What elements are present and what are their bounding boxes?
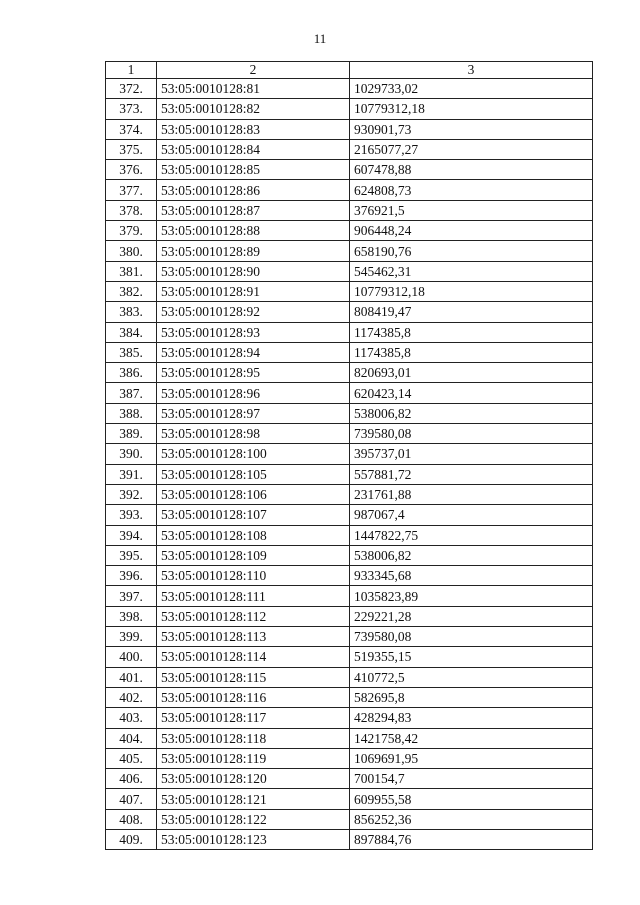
table-row: [106, 586, 593, 606]
row-number: 380.: [106, 241, 157, 261]
row-number: 394.: [106, 525, 157, 545]
table-row: [106, 708, 593, 728]
cadastral-number: 53:05:0010128:106: [157, 484, 350, 504]
cadastral-number: 53:05:0010128:98: [157, 424, 350, 444]
cadastral-number: 53:05:0010128:123: [157, 829, 350, 849]
row-number: 379.: [106, 221, 157, 241]
table-row: [106, 180, 593, 200]
row-number: 381.: [106, 261, 157, 281]
cadastral-number: 53:05:0010128:83: [157, 119, 350, 139]
cadastral-number: 53:05:0010128:95: [157, 363, 350, 383]
table-row: [106, 728, 593, 748]
table-row: [106, 363, 593, 383]
cadastral-number: 53:05:0010128:89: [157, 241, 350, 261]
table-row: [106, 627, 593, 647]
cadastral-value: 428294,83: [350, 708, 593, 728]
table-row: [106, 221, 593, 241]
cadastral-value: 2165077,27: [350, 139, 593, 159]
row-number: 399.: [106, 627, 157, 647]
table-row: [106, 79, 593, 99]
cadastral-number: 53:05:0010128:116: [157, 687, 350, 707]
cadastral-number: 53:05:0010128:114: [157, 647, 350, 667]
table-row: [106, 809, 593, 829]
row-number: 401.: [106, 667, 157, 687]
cadastral-number: 53:05:0010128:122: [157, 809, 350, 829]
cadastral-value: 700154,7: [350, 769, 593, 789]
row-number: 406.: [106, 769, 157, 789]
table-row: [106, 505, 593, 525]
cadastral-value: 897884,76: [350, 829, 593, 849]
cadastral-value: 856252,36: [350, 809, 593, 829]
cadastral-number: 53:05:0010128:82: [157, 99, 350, 119]
cadastral-number: 53:05:0010128:92: [157, 302, 350, 322]
cadastral-number: 53:05:0010128:97: [157, 403, 350, 423]
row-number: 408.: [106, 809, 157, 829]
cadastral-value: 582695,8: [350, 687, 593, 707]
column-header-3: 3: [350, 62, 593, 79]
cadastral-number: 53:05:0010128:119: [157, 748, 350, 768]
cadastral-number: 53:05:0010128:113: [157, 627, 350, 647]
row-number: 373.: [106, 99, 157, 119]
row-number: 398.: [106, 606, 157, 626]
cadastral-value: 609955,58: [350, 789, 593, 809]
cadastral-number: 53:05:0010128:88: [157, 221, 350, 241]
cadastral-number: 53:05:0010128:87: [157, 200, 350, 220]
row-number: 382.: [106, 281, 157, 301]
table-row: [106, 281, 593, 301]
row-number: 385.: [106, 342, 157, 362]
table-header: [106, 62, 593, 79]
cadastral-value: 1174385,8: [350, 342, 593, 362]
table-row: [106, 139, 593, 159]
cadastral-number: 53:05:0010128:94: [157, 342, 350, 362]
table-row: [106, 322, 593, 342]
cadastral-value: 519355,15: [350, 647, 593, 667]
table-row: [106, 160, 593, 180]
cadastral-number: 53:05:0010128:117: [157, 708, 350, 728]
row-number: 375.: [106, 139, 157, 159]
table-row: [106, 525, 593, 545]
cadastral-value: 930901,73: [350, 119, 593, 139]
cadastral-number: 53:05:0010128:120: [157, 769, 350, 789]
row-number: 390.: [106, 444, 157, 464]
row-number: 396.: [106, 566, 157, 586]
row-number: 374.: [106, 119, 157, 139]
cadastral-value: 1447822,75: [350, 525, 593, 545]
table-row: [106, 829, 593, 849]
table-body: [106, 79, 593, 850]
cadastral-value: 624808,73: [350, 180, 593, 200]
row-number: 378.: [106, 200, 157, 220]
table-row: [106, 606, 593, 626]
table-row: [106, 200, 593, 220]
column-header-2: 2: [157, 62, 350, 79]
cadastral-number: 53:05:0010128:107: [157, 505, 350, 525]
cadastral-number: 53:05:0010128:115: [157, 667, 350, 687]
row-number: 404.: [106, 728, 157, 748]
cadastral-number: 53:05:0010128:105: [157, 464, 350, 484]
cadastral-value: 395737,01: [350, 444, 593, 464]
table-row: [106, 566, 593, 586]
cadastral-value: 538006,82: [350, 403, 593, 423]
table-row: [106, 302, 593, 322]
row-number: 386.: [106, 363, 157, 383]
table-row: [106, 261, 593, 281]
row-number: 389.: [106, 424, 157, 444]
cadastral-value: 376921,5: [350, 200, 593, 220]
page-number: 11: [313, 31, 327, 46]
row-number: 388.: [106, 403, 157, 423]
row-number: 409.: [106, 829, 157, 849]
cadastral-number: 53:05:0010128:91: [157, 281, 350, 301]
table-row: [106, 748, 593, 768]
row-number: 397.: [106, 586, 157, 606]
cadastral-value: 10779312,18: [350, 99, 593, 119]
cadastral-value: 739580,08: [350, 424, 593, 444]
table-row: [106, 99, 593, 119]
cadastral-value: 658190,76: [350, 241, 593, 261]
table-row: [106, 687, 593, 707]
cadastral-table: [105, 61, 593, 850]
row-number: 387.: [106, 383, 157, 403]
cadastral-number: 53:05:0010128:111: [157, 586, 350, 606]
cadastral-value: 607478,88: [350, 160, 593, 180]
table-row: [106, 424, 593, 444]
row-number: 383.: [106, 302, 157, 322]
cadastral-value: 557881,72: [350, 464, 593, 484]
cadastral-value: 410772,5: [350, 667, 593, 687]
cadastral-value: 545462,31: [350, 261, 593, 281]
table-row: [106, 789, 593, 809]
cadastral-value: 1421758,42: [350, 728, 593, 748]
table-row: [106, 444, 593, 464]
header-row: [106, 62, 593, 79]
cadastral-value: 620423,14: [350, 383, 593, 403]
cadastral-value: 1029733,02: [350, 79, 593, 99]
cadastral-number: 53:05:0010128:112: [157, 606, 350, 626]
row-number: 376.: [106, 160, 157, 180]
cadastral-value: 1174385,8: [350, 322, 593, 342]
cadastral-value: 538006,82: [350, 545, 593, 565]
row-number: 377.: [106, 180, 157, 200]
cadastral-number: 53:05:0010128:100: [157, 444, 350, 464]
cadastral-number: 53:05:0010128:108: [157, 525, 350, 545]
cadastral-value: 10779312,18: [350, 281, 593, 301]
row-number: 372.: [106, 79, 157, 99]
cadastral-value: 1069691,95: [350, 748, 593, 768]
cadastral-number: 53:05:0010128:110: [157, 566, 350, 586]
cadastral-number: 53:05:0010128:109: [157, 545, 350, 565]
table-row: [106, 667, 593, 687]
row-number: 392.: [106, 484, 157, 504]
table-row: [106, 119, 593, 139]
cadastral-number: 53:05:0010128:86: [157, 180, 350, 200]
cadastral-number: 53:05:0010128:121: [157, 789, 350, 809]
cadastral-number: 53:05:0010128:85: [157, 160, 350, 180]
table-row: [106, 484, 593, 504]
row-number: 405.: [106, 748, 157, 768]
cadastral-number: 53:05:0010128:118: [157, 728, 350, 748]
column-header-1: 1: [106, 62, 157, 79]
row-number: 393.: [106, 505, 157, 525]
row-number: 402.: [106, 687, 157, 707]
row-number: 395.: [106, 545, 157, 565]
row-number: 384.: [106, 322, 157, 342]
table-row: [106, 545, 593, 565]
cadastral-value: 987067,4: [350, 505, 593, 525]
cadastral-number: 53:05:0010128:90: [157, 261, 350, 281]
cadastral-value: 933345,68: [350, 566, 593, 586]
row-number: 403.: [106, 708, 157, 728]
cadastral-number: 53:05:0010128:84: [157, 139, 350, 159]
cadastral-value: 808419,47: [350, 302, 593, 322]
cadastral-value: 1035823,89: [350, 586, 593, 606]
cadastral-value: 229221,28: [350, 606, 593, 626]
row-number: 407.: [106, 789, 157, 809]
table-row: [106, 342, 593, 362]
cadastral-number: 53:05:0010128:93: [157, 322, 350, 342]
table-row: [106, 383, 593, 403]
table-row: [106, 647, 593, 667]
cadastral-value: 739580,08: [350, 627, 593, 647]
cadastral-value: 820693,01: [350, 363, 593, 383]
row-number: 400.: [106, 647, 157, 667]
table-row: [106, 769, 593, 789]
row-number: 391.: [106, 464, 157, 484]
table-row: [106, 241, 593, 261]
cadastral-number: 53:05:0010128:81: [157, 79, 350, 99]
table-row: [106, 403, 593, 423]
table-row: [106, 464, 593, 484]
cadastral-value: 906448,24: [350, 221, 593, 241]
cadastral-number: 53:05:0010128:96: [157, 383, 350, 403]
cadastral-value: 231761,88: [350, 484, 593, 504]
